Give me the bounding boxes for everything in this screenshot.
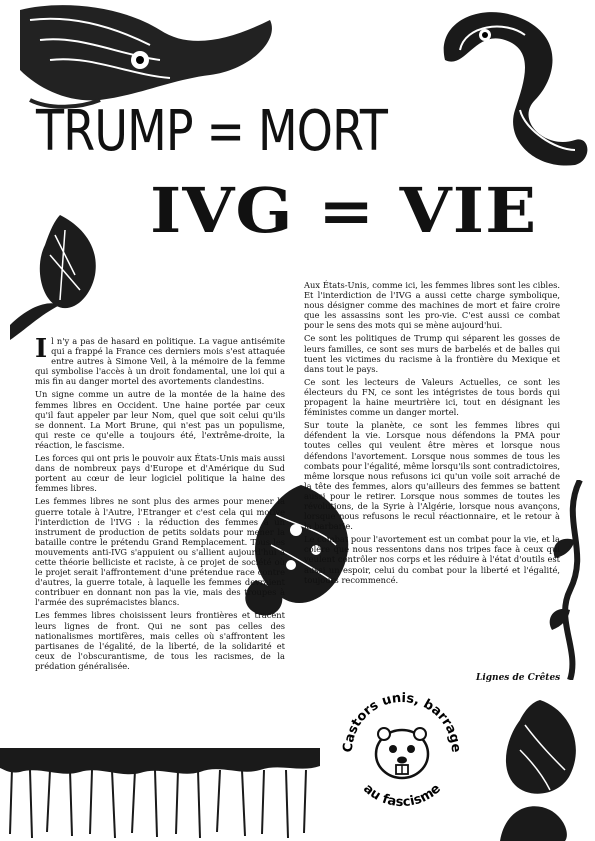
- article-paragraph: Ce sont les lecteurs de Valeurs Actuelles, ce sont les électeurs du FN, ce sont les intégristes de tous bords qui propagent la haine meurtrière ici, tout en désignant les féministes comme un danger mortel.: [304, 376, 560, 418]
- article-paragraph: Le combat pour l'avortement est un combat pour la vie, et la colère que nous ressentons dans nos tripes face à ceux qui veulent contrôler nos corps et les réduire à l'état d'outils est aussi un espoir, celui du combat pour la liberté et l'égalité, toujours recommencé.: [304, 534, 560, 585]
- article-paragraph: Un signe comme un autre de la montée de la haine des femmes libres en Occident. Une haine portée par ceux qu'il faut appeler par leur Nom, quel que soit celui qu'ils se donnent. La Mort Brune, qui n'est pas un populisme, qui reste ce qu'elle a toujours été, l'extrême-droite, la réaction, le fascisme.: [35, 389, 285, 450]
- article-paragraph: Il n'y a pas de hasard en politique. La vague antisémite qui a frappé la France ces derniers mois s'est attaquée entre autres à Simone Veil, à la mémoire de la femme qui symbolise l'accès à un droit fondamental, une loi qui a mis fin au danger mortel des avortements clandestins.: [35, 334, 285, 387]
- article-paragraph: Les forces qui ont pris le pouvoir aux États-Unis mais aussi dans de nombreux pays d'Europe et d'Amérique du Sud portent au cœur de leur logiciel politique la haine des femmes libres.: [35, 453, 285, 494]
- top-right-serpent-engraving: [425, 0, 595, 170]
- top-left-dragon-engraving: [0, 0, 300, 110]
- headline-trump-mort: TRUMP = MORT: [36, 99, 388, 164]
- article-paragraph: Aux États-Unis, comme ici, les femmes libres sont les cibles. Et l'interdiction de l'IVG a aussi cette charge symbolique, nous désigner comme des machines de mort et faire croire que les assassins sont les pro-vie. C'est aussi ce combat pour le sens des mots qui se mène aujourd'hui.: [304, 280, 560, 331]
- article-paragraph: Les femmes libres choisissent leurs frontières et tracent leurs lignes de front. Qui ne sont pas celles des nationalismes mortifères, mais celles où s'affrontent les partisanes de l'égalité, de la liberté, de la solidarité et ceux de l'obscurantisme, de tous les racismes, de la prédation généralisée.: [35, 610, 285, 671]
- headline-ivg-vie: IVG = VIE: [150, 174, 538, 247]
- beaver-icon: [376, 728, 428, 778]
- article-paragraph: Ce sont les politiques de Trump qui séparent les gosses de leurs familles, ce sont ses murs de barbelés et de balles qui tuent les victimes du racisme à la frontière du Mexique et dans tout le pays.: [304, 333, 560, 374]
- badge-bottom-text: au fascisme: [360, 781, 444, 811]
- bottom-right-leaf-engraving: [470, 690, 595, 841]
- article-left-column: [35, 336, 285, 674]
- bottom-left-fringe-engraving: [0, 748, 320, 841]
- left-thistle-engraving: [0, 205, 115, 345]
- article-right-column: [304, 280, 560, 588]
- article-paragraph: Sur toute la planète, ce sont les femmes libres qui défendent la vie. Lorsque nous défendons la PMA pour toutes celles qui veulent être mères et lorsque nous défendons l'avortement. Lorsque nous sommes de tous les combats pour l'égalité, même lorsqu'ils sont contradictoires, même lorsque nous refusons ici qu'un voile soit arraché de la tête des femmes, alors qu'ailleurs des femmes se battent aussi pour le retirer. Lorsque nous sommes de toutes les révolutions, de la Syrie à l'Algérie, lorsque nous avançons, lorsque nous refusons le recul réactionnaire, et le retour à la barbarie.: [304, 420, 560, 532]
- badge-top-text: Castors unis, barrage: [340, 690, 464, 753]
- article-paragraph: Les femmes libres ne sont plus des armes pour mener la guerre totale à l'Autre, l'Etranger et c'est cela qui motive l'interdiction de l'IVG : la réduction des femmes à un instrument de production de petits soldats pour mener la bataille contre le prétendu Grand Remplacement. Tous les mouvements anti-IVG s'appuient ou s'allient aujourd'hui à cette théorie belliciste et raciste, à ce projet de société où le projet serait l'affrontement d'une prétendue race contre d'autres, la guerre totale, à laquelle les femmes devraient contribuer en donnant non pas la vie, mais des troupes à l'armée des suprémacistes blancs.: [35, 496, 285, 608]
- drop-cap: I: [35, 334, 48, 364]
- castors-unis-badge: [338, 688, 466, 816]
- signature: Lignes de Crêtes: [476, 673, 561, 683]
